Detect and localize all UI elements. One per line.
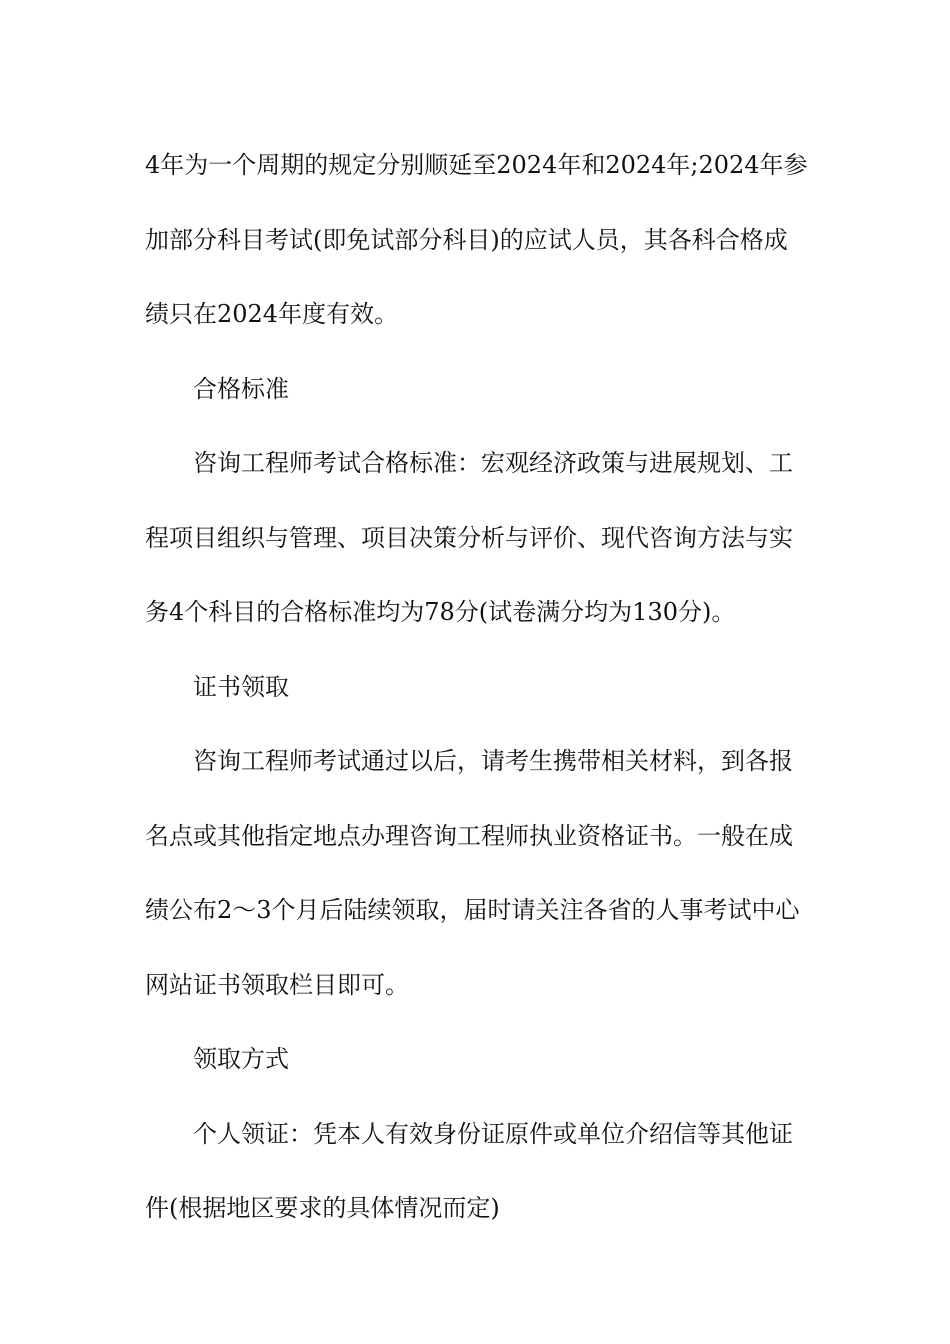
heading-certificate-collection: 证书领取 — [193, 672, 289, 701]
paragraph-collection-method — [145, 1097, 807, 1246]
paragraph-certificate-collection — [145, 724, 807, 1022]
document-page — [145, 128, 807, 1246]
text-line: 4年为一个周期的规定分别顺延至2024年和2024年;2024年参 — [145, 151, 808, 179]
heading-collection-method: 领取方式 — [193, 1045, 289, 1073]
text-line: 个人领证：凭本人有效身份证原件或单位介绍信等其他证 — [193, 1119, 793, 1148]
text-line: 加部分科目考试(即免试部分科目)的应试人员，其各科合格成 — [145, 225, 788, 254]
text-line: 务4个科目的合格标准均为78分(试卷满分均为130分)。 — [145, 598, 736, 626]
text-line: 咨询工程师考试通过以后，请考生携带相关材料，到各报 — [193, 747, 793, 775]
text-line: 名点或其他指定地点办理咨询工程师执业资格证书。一般在成 — [145, 821, 793, 850]
heading-pass-standard: 合格标准 — [193, 374, 289, 403]
text-line: 程项目组织与管理、项目决策分析与评价、现代咨询方法与实 — [145, 523, 793, 552]
text-line: 绩公布2～3个月后陆续领取，届时请关注各省的人事考试中心 — [145, 896, 800, 924]
text-line: 件(根据地区要求的具体情况而定) — [145, 1194, 500, 1222]
text-line: 咨询工程师考试合格标准：宏观经济政策与进展规划、工 — [193, 449, 793, 477]
text-line: 绩只在2024年度有效。 — [145, 300, 399, 328]
paragraph-pass-standard — [145, 426, 807, 650]
text-line: 网站证书领取栏目即可。 — [145, 970, 409, 999]
paragraph-validity-period — [145, 128, 807, 352]
